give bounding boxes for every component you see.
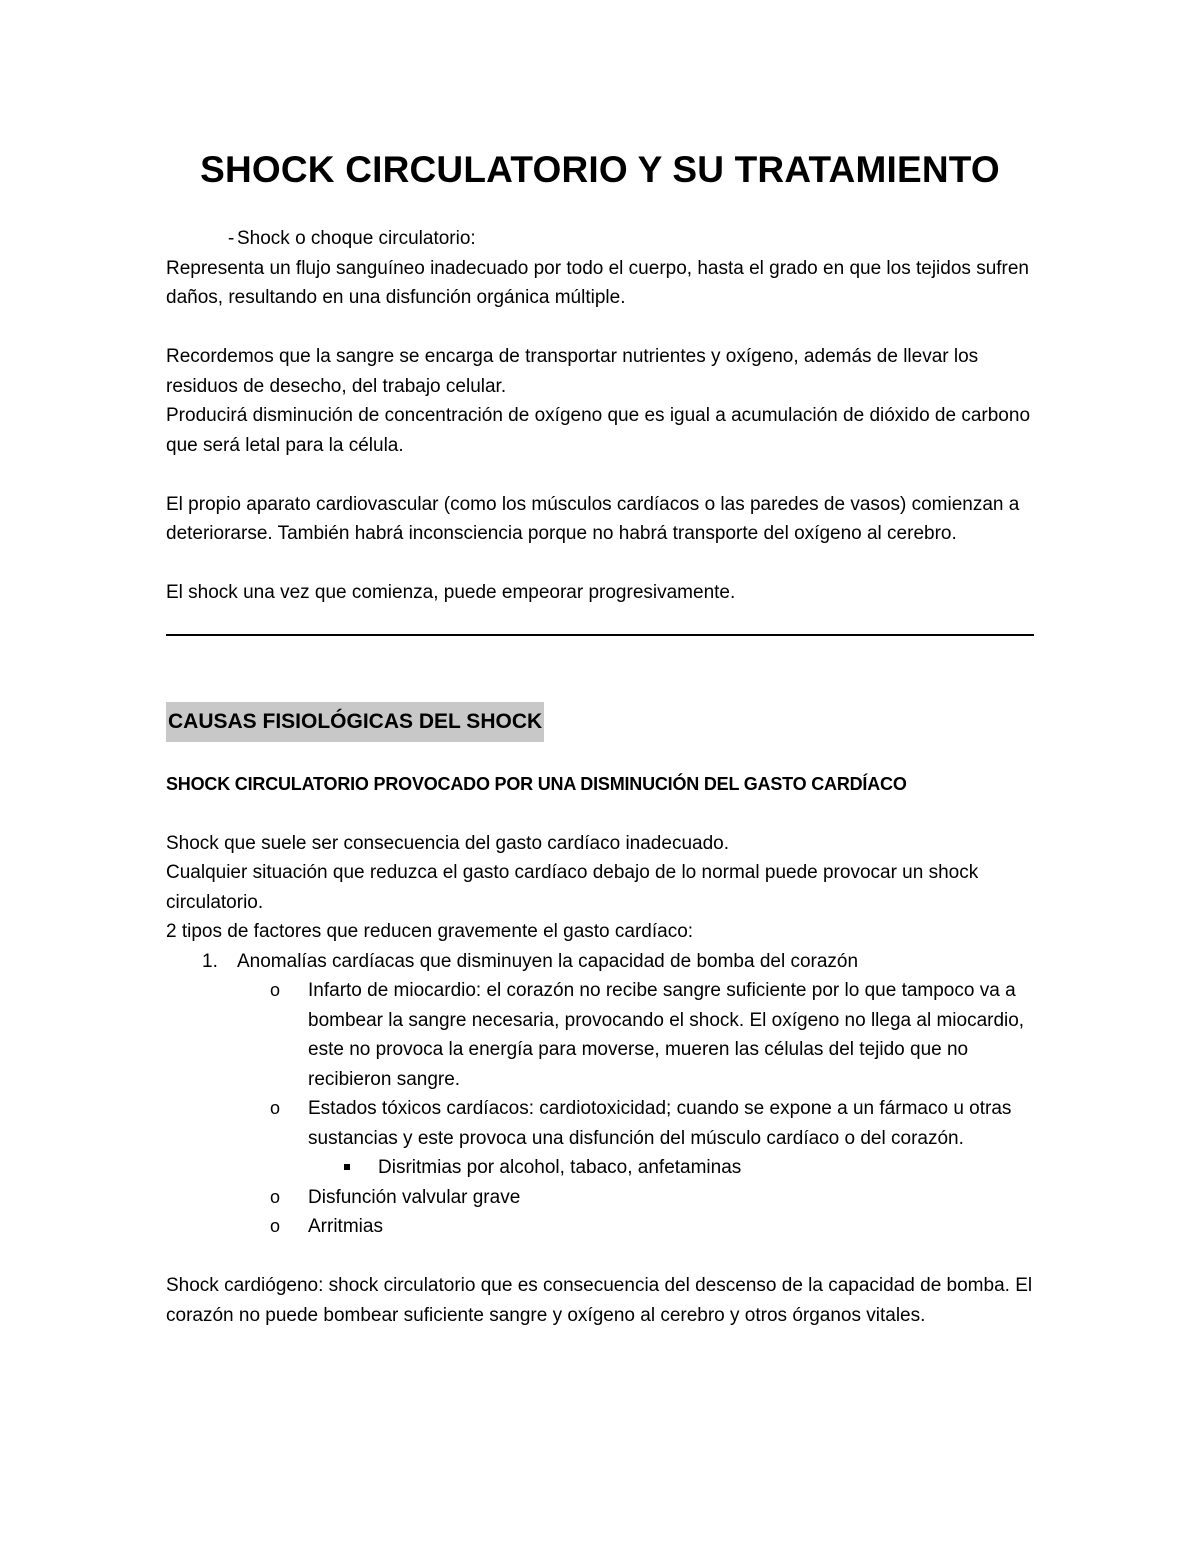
section-subheading: SHOCK CIRCULATORIO PROVOCADO POR UNA DISMINUCIÓN DEL GASTO CARDÍACO (166, 773, 907, 794)
circle-bullet-icon: o (270, 1098, 281, 1118)
circle-bullet-icon: o (270, 1216, 281, 1236)
document-content (166, 140, 1034, 1330)
intro-paragraph-5: El shock una vez que comienza, puede empeorar progresivamente. (166, 582, 736, 603)
sub-list-item (166, 1094, 1034, 1153)
sub-sub-list-item (166, 1153, 1034, 1183)
sub-item-text: Disfunción valvular grave (308, 1186, 521, 1208)
sub-item-text: Arritmias (308, 1216, 383, 1237)
intro-paragraph-1: Representa un flujo sanguíneo inadecuado por todo el cuerpo, hasta el grado en que los tejidos sufren daños, resultando en una disfunción orgánica múltiple. (166, 257, 1029, 308)
numbered-list-item (166, 947, 1034, 977)
circle-bullet-icon: o (270, 1186, 281, 1207)
intro-paragraph-2: Recordemos que la sangre se encarga de transportar nutrientes y oxígeno, además de llevar los residuos de desecho, del trabajo celular. (166, 346, 979, 397)
section-heading: CAUSAS FISIOLÓGICAS DEL SHOCK (166, 702, 544, 742)
sub-list-item (166, 1212, 1034, 1242)
numbered-item-text: Anomalías cardíacas que disminuyen la capacidad de bomba del corazón (237, 950, 859, 972)
number-marker: 1. (202, 950, 218, 972)
section-line-1: Shock que suele ser consecuencia del gasto cardíaco inadecuado. (166, 832, 729, 854)
circle-bullet-icon: o (270, 980, 281, 1000)
sub-item-text: Estados tóxicos cardíacos: cardiotoxicidad; cuando se expone a un fármaco u otras sustancias y este provoca una disfunción del músculo cardíaco o del corazón. (308, 1098, 1012, 1149)
section-line-3: 2 tipos de factores que reducen gravemente el gasto cardíaco: (166, 921, 694, 942)
sub-list-item (166, 1183, 1034, 1213)
section-line-2: Cualquier situación que reduzca el gasto cardíaco debajo de lo normal puede provocar un shock circulatorio. (166, 862, 979, 913)
closing-paragraph: Shock cardiógeno: shock circulatorio que es consecuencia del descenso de la capacidad de bomba. El corazón no puede bombear suficiente sangre y oxígeno al cerebro y otros órganos vitales. (166, 1275, 1033, 1326)
dash-list-item (166, 224, 1034, 254)
horizontal-divider (166, 634, 1034, 636)
dash-item-label: Shock o choque circulatorio: (237, 228, 476, 249)
page-title: SHOCK CIRCULATORIO Y SU TRATAMIENTO (200, 149, 1000, 190)
sub-item-text: Infarto de miocardio: el corazón no recibe sangre suficiente por lo que tampoco va a bombear la sangre necesaria, provocando el shock. El oxígeno no llega al miocardio, este no provoca la energía para moverse, mueren las células del tejido que no recibieron sangre. (308, 980, 1025, 1090)
intro-paragraph-3: Producirá disminución de concentración de oxígeno que es igual a acumulación de dióxido de carbono que será letal para la célula. (166, 405, 1031, 456)
square-bullet-icon (344, 1164, 350, 1170)
sub-list-item (166, 976, 1034, 1094)
sub-sub-item-text: Disritmias por alcohol, tabaco, anfetaminas (378, 1157, 742, 1178)
dash-marker: - (228, 228, 235, 249)
intro-paragraph-4: El propio aparato cardiovascular (como los músculos cardíacos o las paredes de vasos) comienzan a deteriorarse. También habrá inconsciencia porque no habrá transporte del oxígeno al cerebro. (166, 493, 1020, 544)
